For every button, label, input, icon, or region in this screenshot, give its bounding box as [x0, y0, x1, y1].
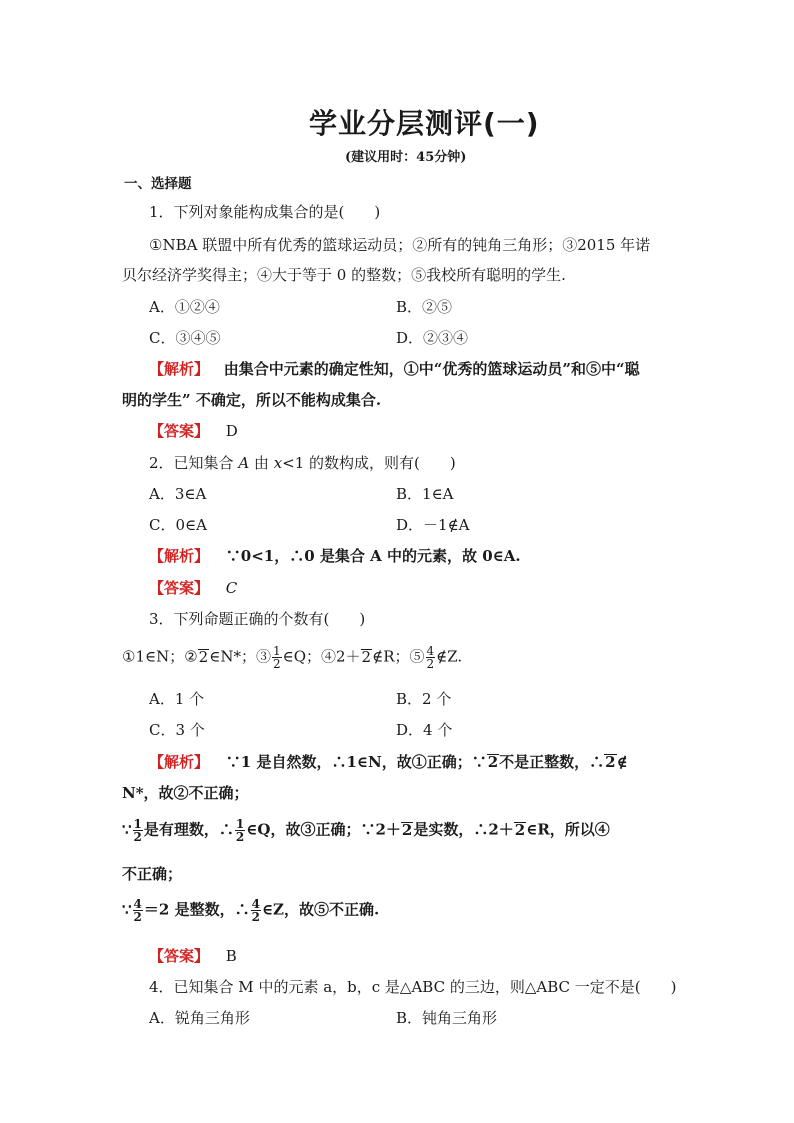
q4-stem: 4．已知集合 M 中的元素 a，b，c 是△ABC 的三边，则△ABC 一定不是( ): [149, 978, 677, 996]
q1-line1: ①NBA 联盟中所有优秀的篮球运动员；②所有的钝角三角形；③2015 年诺: [149, 236, 651, 254]
q2-analysis: [149, 545, 521, 566]
q3-stem: 3．下列命题正确的个数有( ): [149, 610, 366, 628]
q1-option-a: A．①②④: [149, 298, 220, 316]
q2-option-d: D．－1∉A: [396, 516, 470, 534]
q3-option-a: A．1 个: [149, 690, 205, 708]
answer-label: 【答案】: [149, 579, 210, 597]
q3-propositions: ①1∈N；②2∈N*；③ $\frac{1}{2}$ ∈Q；④2＋2∉R；⑤ $\frac{4}{2}$ ∉Z.: [122, 644, 463, 671]
q4-option-b: B．钝角三角形: [396, 1009, 498, 1027]
q3-analysis-line2: N*，故②不正确；: [122, 784, 249, 802]
section-title: 一、选择题: [124, 176, 192, 192]
q1-analysis: [149, 358, 640, 379]
q1-answer: [149, 420, 238, 441]
q2-option-a: A．3∈A: [149, 485, 207, 503]
q1-analysis-text1: 由集合中元素的确定性知，①中“优秀的篮球运动员”和⑤中“聪: [223, 360, 640, 378]
q3-answer-value: B: [225, 947, 237, 965]
page-title: 学业分层测评(一): [309, 107, 540, 140]
q2-stem: 2．已知集合 A 由 x<1 的数构成，则有( ): [149, 454, 456, 472]
q1-line2: 贝尔经济学奖得主；④大于等于 0 的整数；⑤我校所有聪明的学生.: [122, 266, 566, 284]
q3-option-d: D．4 个: [396, 721, 453, 739]
q2-option-c: C．0∈A: [149, 516, 207, 534]
q3-analysis-line3: ∵ $\frac{1}{2}$ 是有理数，∴ $\frac{1}{2}$ ∈Q，故③正确；∵2＋2是实数，∴2＋2∈R，所以④: [122, 817, 610, 844]
q1-option-c: C．③④⑤: [149, 329, 221, 347]
q1-answer-value: D: [225, 422, 238, 440]
q2-option-b: B．1∈A: [396, 485, 454, 503]
analysis-label: 【解析】: [149, 753, 210, 771]
page-subtitle: (建议用时：45分钟): [345, 150, 467, 165]
q3-analysis-line5: ∵ $\frac{4}{2}$ ＝2 是整数，∴ $\frac{4}{2}$ ∈Z，故⑤不正确.: [122, 897, 380, 924]
q1-option-d: D．②③④: [396, 329, 469, 347]
q3-analysis: 【解析】 ∵1 是自然数，∴1∈N，故①正确；∵2不是正整数，∴2∉: [149, 753, 628, 771]
q3-option-c: C．3 个: [149, 721, 205, 739]
answer-label: 【答案】: [149, 947, 210, 965]
answer-label: 【答案】: [149, 422, 210, 440]
q2-analysis-text: ∵0<1，∴0 是集合 A 中的元素，故 0∈A.: [225, 547, 521, 565]
analysis-label: 【解析】: [149, 547, 210, 565]
q3-option-b: B．2 个: [396, 690, 452, 708]
q3-analysis-line4: 不正确；: [122, 865, 183, 883]
q3-answer: [149, 945, 237, 966]
q1-analysis-line2: 明的学生” 不确定，所以不能构成集合.: [122, 391, 382, 409]
q1-option-b: B．②⑤: [396, 298, 453, 316]
q1-stem: 1．下列对象能构成集合的是( ): [149, 203, 381, 221]
q2-answer: [149, 577, 237, 598]
q4-option-a: A．锐角三角形: [149, 1009, 250, 1027]
analysis-label: 【解析】: [149, 360, 210, 378]
q2-answer-value: C: [225, 579, 238, 597]
